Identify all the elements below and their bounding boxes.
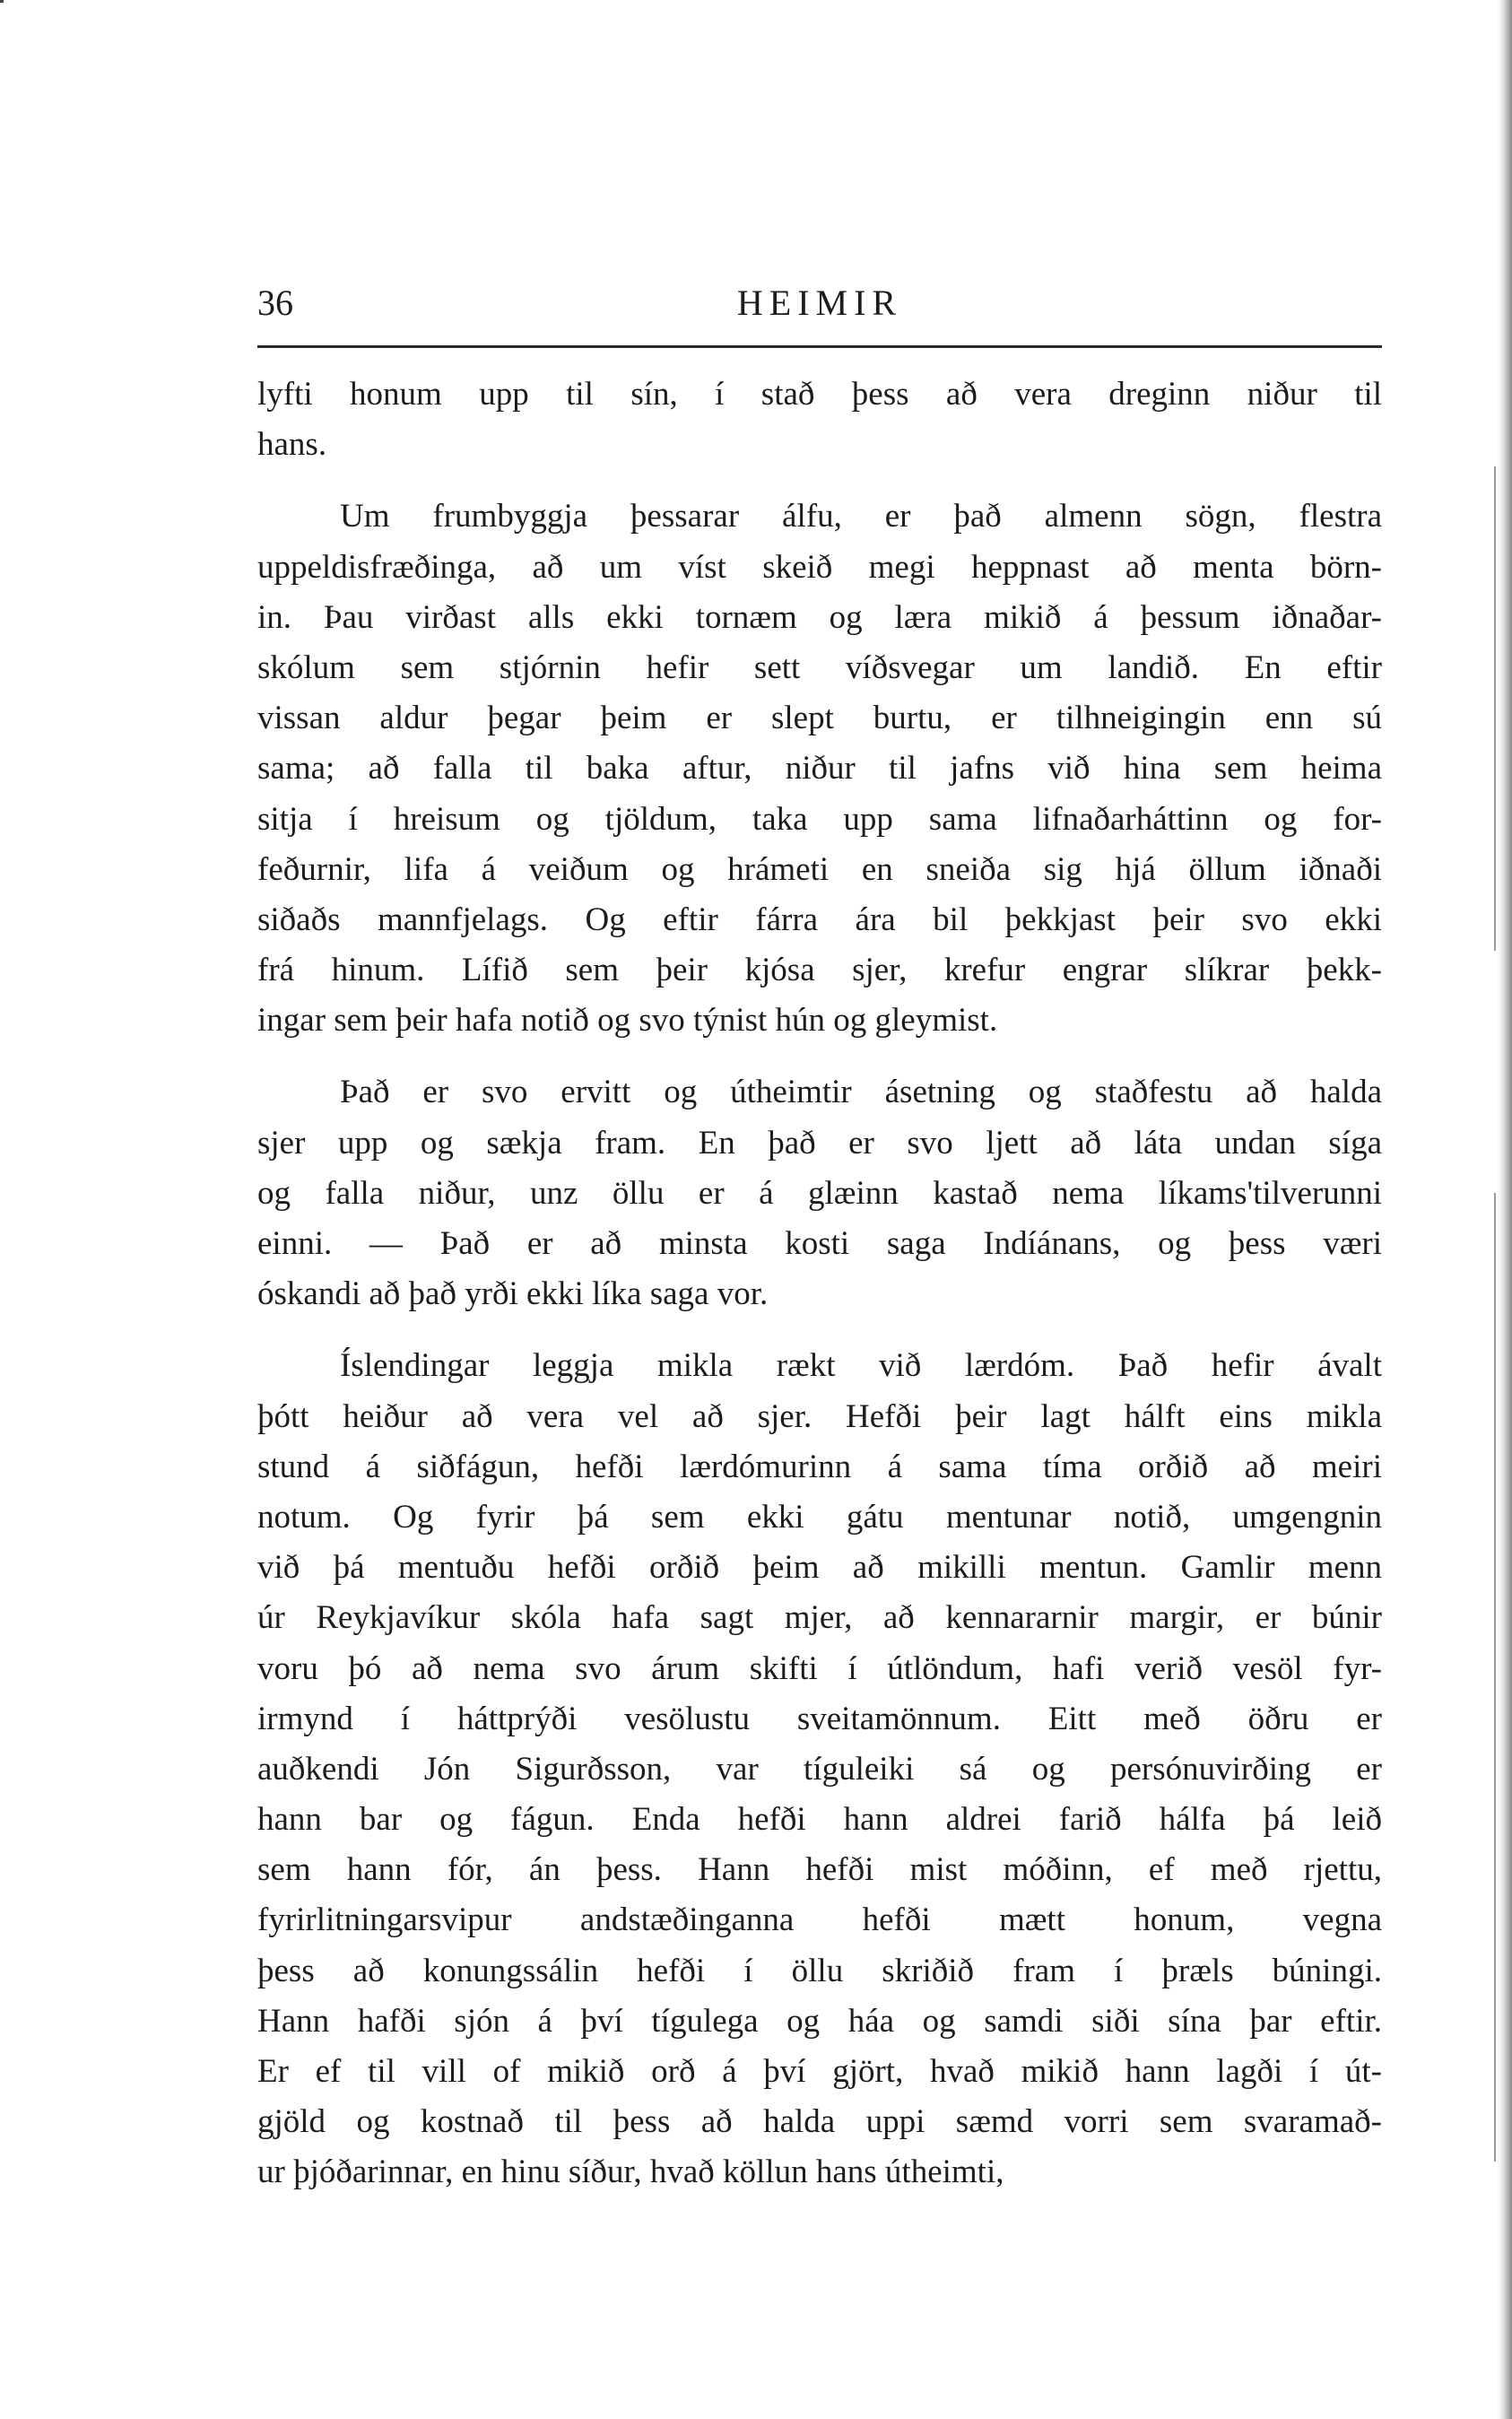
text-line: hann bar og fágun. Enda hefði hann aldrei farið hálfa þá leið: [257, 1801, 1382, 1839]
running-title: HEIMIR: [736, 283, 903, 323]
page-header: [257, 274, 1382, 332]
text-line: úr Reykjavíkur skóla hafa sagt mjer, að kennararnir margir, er búnir: [257, 1599, 1382, 1637]
text-line: stund á siðfágun, hefði lærdómurinn á sama tíma orðið að meiri: [257, 1448, 1382, 1485]
paragraph: [257, 492, 1382, 1046]
paragraph: [257, 1341, 1382, 2197]
paragraph: [257, 370, 1382, 470]
page-number: 36: [257, 283, 293, 323]
text-line: þess að konungssálin hefði í öllu skriðið fram í þræls búningi.: [257, 1952, 1382, 1989]
text-line: Íslendingar leggja mikla rækt við lærdóm. Það hefir ávalt: [340, 1347, 1382, 1385]
scan-artifact: [0, 0, 4, 3]
body-text: [257, 370, 1382, 2198]
text-line: siðaðs mannfjelags. Og eftir fárra ára bil þekkjast þeir svo ekki: [257, 901, 1382, 938]
text-line: einni. — Það er að minsta kosti saga Indíánans, og þess væri: [257, 1225, 1382, 1262]
text-line: feðurnir, lifa á veiðum og hrámeti en sneiða sig hjá öllum iðnaði: [257, 850, 1382, 888]
scan-edge-shadow: [1498, 0, 1512, 2419]
text-line: óskandi að það yrði ekki líka saga vor.: [257, 1275, 769, 1313]
text-line: þótt heiður að vera vel að sjer. Hefði þeir lagt hálft eins mikla: [257, 1397, 1382, 1435]
text-line: og falla niður, unz öllu er á glæinn kastað nema líkams'tilverunni: [257, 1174, 1382, 1212]
text-line: sem hann fór, án þess. Hann hefði mist móðinn, ef með rjettu,: [257, 1851, 1382, 1889]
text-line: lyfti honum upp til sín, í stað þess að vera dreginn niður til: [257, 376, 1382, 413]
text-line: sjer upp og sækja fram. En það er svo ljett að láta undan síga: [257, 1124, 1382, 1162]
text-line: notum. Og fyrir þá sem ekki gátu mentunar notið, umgengnin: [257, 1498, 1382, 1536]
margin-mark: [1494, 1193, 1496, 2162]
text-line: gjöld og kostnað til þess að halda uppi sæmd vorri sem svaramað-: [257, 2103, 1382, 2141]
header-rule: [257, 345, 1382, 348]
paragraph: [257, 1067, 1382, 1319]
text-line: irmynd í háttprýði vesölustu sveitamönnum. Eitt með öðru er: [257, 1700, 1382, 1737]
text-line: uppeldisfræðinga, að um víst skeið megi heppnast að menta börn-: [257, 548, 1382, 586]
margin-mark: [1494, 466, 1496, 951]
text-line: við þá mentuðu hefði orðið þeim að mikilli mentun. Gamlir menn: [257, 1549, 1382, 1587]
text-line: Hann hafði sjón á því tígulega og háa og samdi siði sína þar eftir.: [257, 2002, 1382, 2040]
text-line: sitja í hreisum og tjöldum, taka upp sama lifnaðarháttinn og for-: [257, 800, 1382, 838]
text-line: in. Þau virðast alls ekki tornæm og læra mikið á þessum iðnaðar-: [257, 598, 1382, 636]
text-line: ingar sem þeir hafa notið og svo týnist hún og gleymist.: [257, 1002, 998, 1040]
text-line: skólum sem stjórnin hefir sett víðsvegar um landið. En eftir: [257, 648, 1382, 686]
text-line: sama; að falla til baka aftur, niður til jafns við hina sem heima: [257, 750, 1382, 787]
text-line: frá hinum. Lífið sem þeir kjósa sjer, krefur engrar slíkrar þekk-: [257, 952, 1382, 989]
text-line: fyrirlitningarsvipur andstæðinganna hefði mætt honum, vegna: [257, 1901, 1382, 1939]
text-line: auðkendi Jón Sigurðsson, var tíguleiki sá og persónuvirðing er: [257, 1750, 1382, 1788]
text-line: ur þjóðarinnar, en hinu síður, hvað köllun hans útheimti,: [257, 2154, 1004, 2191]
text-line: vissan aldur þegar þeim er slept burtu, er tilhneigingin enn sú: [257, 700, 1382, 737]
text-line: Um frumbyggja þessarar álfu, er það almenn sögn, flestra: [340, 498, 1382, 535]
text-line: hans.: [257, 426, 327, 464]
text-line: voru þó að nema svo árum skifti í útlöndum, hafi verið vesöl fyr-: [257, 1649, 1382, 1687]
text-line: Það er svo ervitt og útheimtir ásetning og staðfestu að halda: [340, 1074, 1382, 1111]
text-line: Er ef til vill of mikið orð á því gjört, hvað mikið hann lagði í út-: [257, 2053, 1382, 2090]
